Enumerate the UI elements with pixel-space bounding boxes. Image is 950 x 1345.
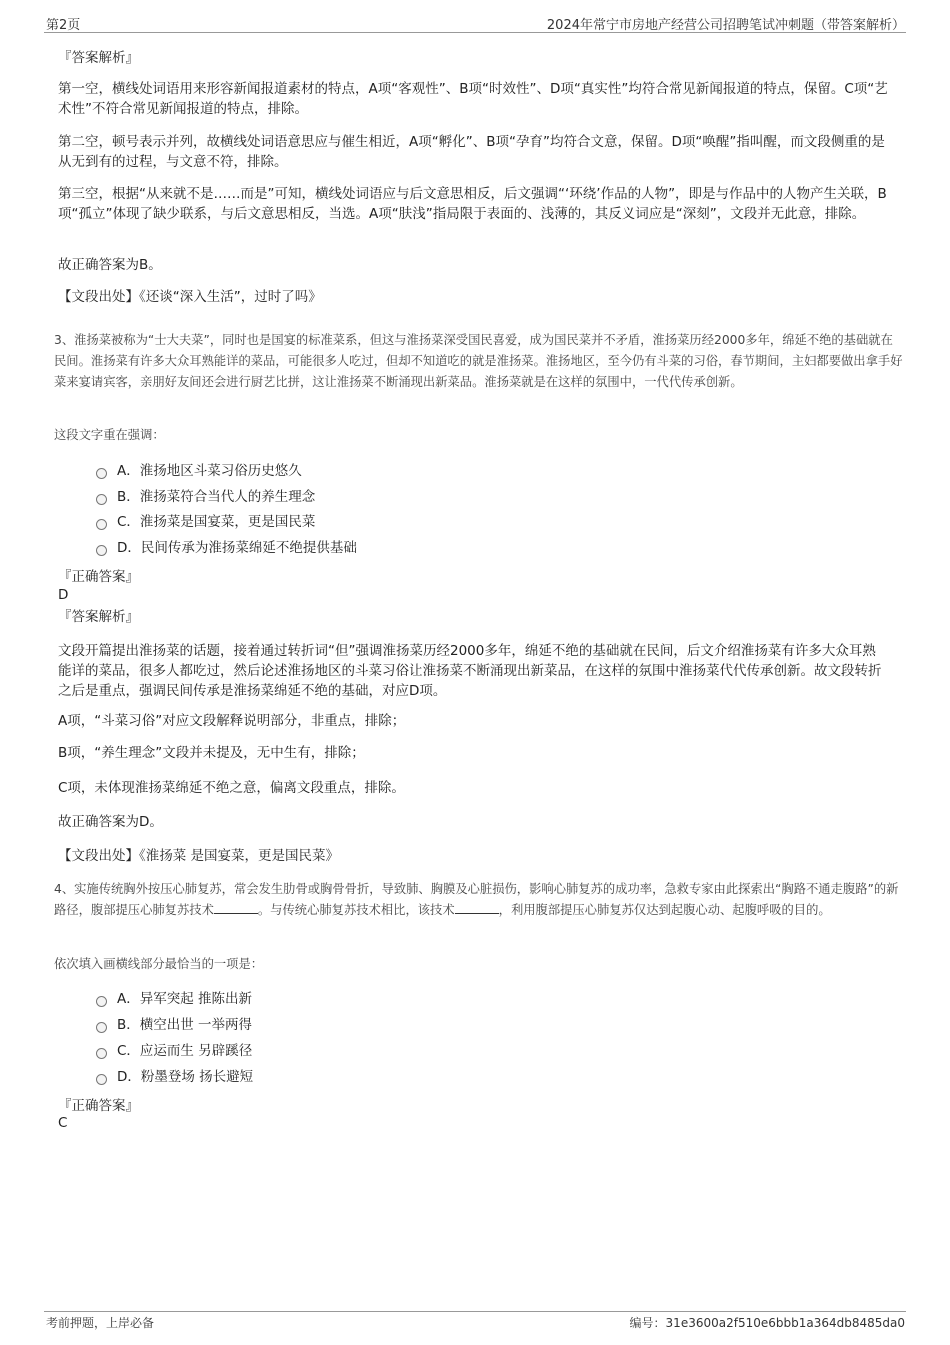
option-label: B．横空出世 一举两得 bbox=[117, 1017, 253, 1033]
correct-answer-label: 『正确答案』 bbox=[58, 569, 139, 585]
question-4-stem bbox=[54, 879, 904, 921]
question-3-note-c: C项，未体现淮扬菜绵延不绝之意，偏离文段重点，排除。 bbox=[58, 780, 405, 796]
fill-in-blank-2 bbox=[455, 901, 499, 914]
document-title: 2024年常宁市房地产经营公司招聘笔试冲刺题（带答案解析） bbox=[546, 18, 905, 33]
header-divider bbox=[44, 32, 906, 33]
question-3-note-a: A项，“斗菜习俗”对应文段解释说明部分，非重点，排除； bbox=[58, 713, 406, 729]
analysis-paragraph-2: 第二空，顿号表示并列，故横线处词语意思应与催生相近，A项“孵化”、B项“孕育”均符合文意，保留。D项“唤醒”指叫醒，而文段侧重的是从无到有的过程，与文意不符，排除。 bbox=[58, 134, 885, 170]
radio-button-icon[interactable] bbox=[96, 1048, 107, 1059]
question-4-prompt: 依次填入画横线部分最恰当的一项是： bbox=[54, 957, 264, 971]
source-citation: 【文段出处】《还谈“深入生活”，过时了吗》 bbox=[58, 289, 322, 305]
question-4-stem-part-2: 。与传统心肺复苏技术相比，该技术 bbox=[257, 903, 455, 917]
answer-conclusion: 故正确答案为D。 bbox=[58, 814, 163, 830]
footer-divider bbox=[44, 1311, 906, 1312]
question-4-option-b[interactable] bbox=[96, 1015, 252, 1035]
option-label: D．粉墨登场 扬长避短 bbox=[117, 1069, 254, 1085]
question-3-option-c[interactable] bbox=[96, 512, 315, 532]
radio-button-icon[interactable] bbox=[96, 996, 107, 1007]
analysis-paragraph-1: 第一空，横线处词语用来形容新闻报道素材的特点，A项“客观性”、B项“时效性”、D项“真实性”均符合常见新闻报道的特点，保留。C项“艺术性”不符合常见新闻报道的特点，排除。 bbox=[58, 81, 888, 117]
option-label: C．淮扬菜是国宴菜，更是国民菜 bbox=[117, 514, 316, 530]
footer-slogan: 考前押题，上岸必备 bbox=[46, 1316, 155, 1330]
question-3-analysis: 文段开篇提出淮扬菜的话题，接着通过转折词“但”强调淮扬菜历经2000多年，绵延不绝的基础就在民间，后文介绍淮扬菜有许多大众耳熟能详的菜品，很多人都吃过，然后论述淮扬地区的斗菜习俗让淮扬菜不断涌现出新菜品，在这样的氛围中淮扬菜代代传承创新。故文段转折之后是重点，强调民间传承是淮扬菜绵延不绝的基础，对应D项。 bbox=[58, 643, 882, 699]
fill-in-blank-1 bbox=[214, 901, 258, 914]
correct-answer-label: 『正确答案』 bbox=[58, 1098, 139, 1114]
option-label: A．异军突起 推陈出新 bbox=[117, 991, 253, 1007]
option-label: C．应运而生 另辟蹊径 bbox=[117, 1043, 253, 1059]
document-serial-number: 编号：31e3600a2f510e6bbb1a364db8485da0 bbox=[629, 1316, 905, 1330]
question-3-stem: 3、淮扬菜被称为“士大夫菜”，同时也是国宴的标准菜系，但这与淮扬菜深受国民喜爱，成为国民菜并不矛盾，淮扬菜历经2000多年，绵延不绝的基础就在民间。淮扬菜有许多大众耳熟能详的菜品，可能很多人吃过，但却不知道吃的就是淮扬菜。淮扬地区，至今仍有斗菜的习俗，春节期间，主妇都要做出拿手好菜来宴请宾客，亲朋好友间还会进行厨艺比拼，这让淮扬菜不断涌现出新菜品。淮扬菜就是在这样的氛围中，一代代传承创新。 bbox=[54, 333, 903, 389]
question-4-stem-part-1: 4、实施传统胸外按压心肺复苏，常会发生肋骨或胸骨骨折，导致肺、胸膜及心脏损伤，影响心肺复苏的成功率，急救专家由此探索出“胸路不通走腹路”的新路径，腹部提压心肺复苏技术 bbox=[54, 882, 899, 917]
option-label: D．民间传承为淮扬菜绵延不绝提供基础 bbox=[117, 540, 357, 556]
question-3-note-b: B项，“养生理念”文段并未提及，无中生有，排除； bbox=[58, 745, 365, 761]
answer-conclusion: 故正确答案为B。 bbox=[58, 257, 162, 273]
question-3-option-b[interactable] bbox=[96, 487, 315, 507]
question-4-option-a[interactable] bbox=[96, 989, 252, 1009]
source-citation: 【文段出处】《淮扬菜 是国宴菜，更是国民菜》 bbox=[58, 848, 340, 864]
correct-answer-value: D bbox=[58, 587, 69, 603]
question-4-stem-part-3: ，利用腹部提压心肺复苏仅达到起腹心动、起腹呼吸的目的。 bbox=[498, 903, 831, 917]
question-3-option-d[interactable] bbox=[96, 538, 357, 558]
question-4-option-c[interactable] bbox=[96, 1041, 252, 1061]
analysis-label: 『答案解析』 bbox=[58, 609, 139, 625]
radio-button-icon[interactable] bbox=[96, 545, 107, 556]
question-4-option-d[interactable] bbox=[96, 1067, 253, 1087]
analysis-label: 『答案解析』 bbox=[58, 50, 139, 66]
radio-button-icon[interactable] bbox=[96, 519, 107, 530]
option-label: A．淮扬地区斗菜习俗历史悠久 bbox=[117, 463, 302, 479]
analysis-paragraph-3: 第三空，根据“从来就不是……而是”可知，横线处词语应与后文意思相反，后文强调“‘环绕’作品的人物”，即是与作品中的人物产生关联，B项“孤立”体现了缺少联系，与后文意思相反，当选。A项“肤浅”指局限于表面的、浅薄的，其反义词应是“深刻”，文段并无此意，排除。 bbox=[58, 186, 887, 222]
radio-button-icon[interactable] bbox=[96, 1074, 107, 1085]
question-3-option-a[interactable] bbox=[96, 461, 302, 481]
question-3-prompt: 这段文字重在强调： bbox=[54, 428, 165, 442]
radio-button-icon[interactable] bbox=[96, 494, 107, 505]
option-label: B．淮扬菜符合当代人的养生理念 bbox=[117, 489, 316, 505]
correct-answer-value: C bbox=[58, 1115, 68, 1131]
page-number: 第2页 bbox=[46, 18, 81, 33]
radio-button-icon[interactable] bbox=[96, 1022, 107, 1033]
radio-button-icon[interactable] bbox=[96, 468, 107, 479]
